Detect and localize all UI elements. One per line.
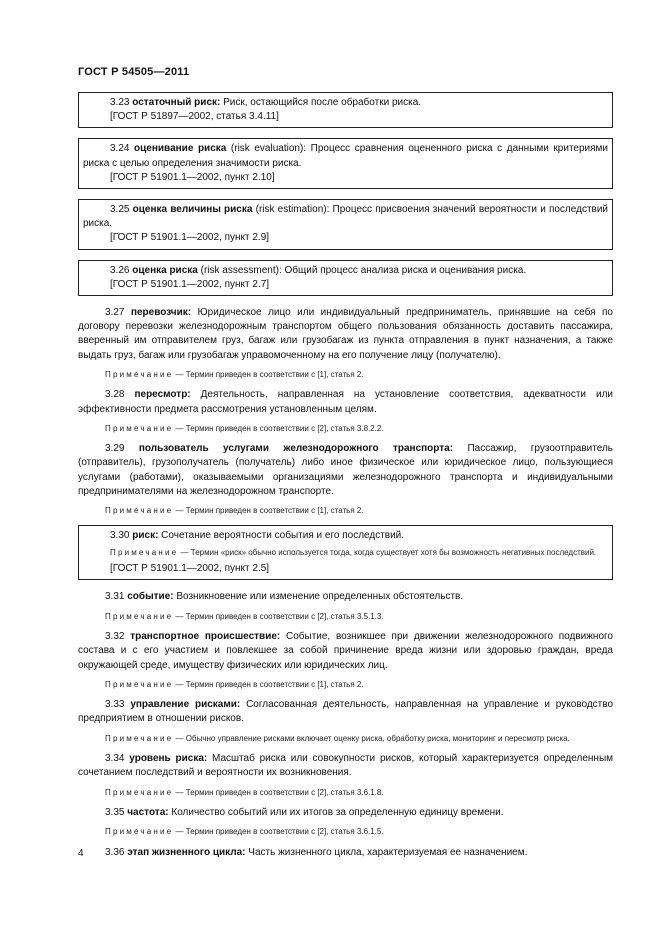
note-label: Примечание: [105, 787, 174, 797]
term-definition: Количество событий или их итогов за определенную единицу времени.: [168, 807, 504, 819]
term-note: Примечание — Термин приведен в соответствии с [2], статья 3.5.1.3.: [105, 611, 384, 621]
term-title: частота:: [127, 807, 169, 819]
term-reference: [ГОСТ Р 51901.1—2002, пункт 2.7]: [110, 278, 270, 290]
term-title: риск:: [132, 529, 159, 541]
term-title: пользователь услугами железнодорожного транспорта:: [138, 443, 454, 455]
term-title: оценивание риска: [134, 143, 227, 155]
term-note: Примечание — Термин «риск» обычно используется тогда, когда существует хотя бы возможность негативных последствий.: [110, 547, 597, 557]
term-box-3-25: [78, 199, 613, 250]
term-definition: Событие, возникшее при движении железнодорожного подвижного состава и с его участием и повлекшее за собой причинение вреда жизни или здоровью граждан, вреда окружающей среде, имуществу физических или юридических лиц.: [78, 631, 613, 671]
term-reference: [ГОСТ Р 51901.1—2002, пункт 2.5]: [110, 563, 270, 575]
term-title: перевозчик:: [130, 307, 192, 319]
term-reference: [ГОСТ Р 51897—2002, статья 3.4.11]: [110, 111, 279, 123]
note-label: Примечание: [110, 547, 179, 557]
note-label: Примечание: [105, 369, 174, 379]
term-number: 3.32: [105, 631, 125, 643]
term-definition: Согласованная деятельность, направленная на управление и руководство предприятием в отношении рисков.: [78, 699, 614, 725]
note-label: Примечание: [105, 423, 174, 433]
note-label: Примечание: [105, 827, 174, 837]
term-3-36: [78, 846, 613, 860]
term-number: 3.29: [105, 443, 125, 455]
term-definition: Масштаб риска или совокупности рисков, который характеризуется определенным сочетанием последствий и вероятности их возникновения.: [78, 753, 614, 779]
term-note: Примечание — Термин приведен в соответствии с [1], статья 2.: [105, 506, 364, 516]
term-number: 3.35: [105, 807, 125, 819]
term-3-28: [78, 388, 613, 434]
term-number: 3.27: [105, 307, 125, 319]
term-title: уровень риска:: [129, 753, 208, 765]
page-number: 4: [78, 848, 84, 859]
term-title: пересмотр:: [134, 389, 191, 401]
term-box-3-26: [78, 260, 613, 296]
term-3-34: [78, 752, 613, 798]
term-definition: (risk evaluation): Процесс сравнения оцененного риска с данными критериями риска с целью определения значимости риска.: [83, 143, 608, 169]
term-3-31: [78, 590, 613, 622]
term-note: Примечание — Термин приведен в соответствии с [2], статья 3.6.1.5.: [105, 827, 384, 837]
page-header: ГОСТ Р 54505—2011: [78, 66, 190, 78]
term-number: 3.25: [110, 204, 130, 216]
term-number: 3.33: [105, 699, 125, 711]
term-box-3-30: [78, 525, 613, 581]
term-reference: [ГОСТ Р 51901.1—2002, пункт 2.10]: [110, 171, 275, 183]
term-3-35: [78, 806, 613, 838]
term-note: Примечание — Обычно управление рисками включает оценку риска, обработку риска, мониторинг и пересмотр риска.: [105, 733, 570, 743]
term-number: 3.24: [110, 143, 130, 155]
term-note: Примечание — Термин приведен в соответствии с [1], статья 2.: [105, 369, 364, 379]
term-number: 3.23: [110, 97, 130, 108]
term-number: 3.28: [105, 389, 125, 401]
term-definition: (risk estimation): Процесс присвоения значений вероятности и последствий риска.: [83, 204, 609, 230]
note-label: Примечание: [105, 506, 174, 516]
document-body: [78, 92, 613, 864]
term-title: событие:: [127, 591, 174, 603]
term-definition: Сочетание вероятности события и его последствий.: [158, 529, 405, 541]
term-box-3-23: [78, 92, 613, 128]
term-title: управление рисками:: [130, 699, 241, 711]
term-3-29: [78, 442, 613, 516]
term-box-3-24: [78, 138, 613, 189]
term-number: 3.34: [105, 753, 125, 765]
term-title: транспортное происшествие:: [130, 631, 281, 643]
term-reference: [ГОСТ Р 51901.1—2002, пункт 2.9]: [110, 232, 270, 244]
term-number: 3.30: [110, 529, 130, 541]
term-note: Примечание — Термин приведен в соответствии с [2], статья 3.8.2.2.: [105, 423, 384, 433]
term-note: Примечание — Термин приведен в соответствии с [2], статья 3.6.1.8.: [105, 787, 384, 797]
term-note: Примечание — Термин приведен в соответствии с [1], статья 2.: [105, 679, 364, 689]
term-3-33: [78, 698, 613, 744]
term-definition: Возникновение или изменение определенных обстоятельств.: [173, 591, 464, 603]
term-title: остаточный риск:: [132, 97, 221, 108]
term-definition: Часть жизненного цикла, характеризуемая ее назначением.: [245, 846, 528, 858]
note-label: Примечание: [105, 611, 174, 621]
term-title: оценка риска: [132, 264, 198, 276]
term-definition: Деятельность, направленная на установление соответствия, адекватности или эффективности предмета рассмотрения установленным целям.: [78, 389, 613, 415]
term-number: 3.31: [105, 591, 125, 603]
term-definition: Пассажир, грузоотправитель (отправитель), грузополучатель (получатель) либо иное физическое или юридическое лицо, пользующиеся услугами (работами), оказываемыми организациями железнодорожного транспорта и индивидуальными предпринимателями на железнодорожном транспорте.: [78, 443, 614, 497]
term-title: оценка величины риска: [132, 204, 253, 216]
term-3-27: [78, 306, 613, 380]
term-definition: Риск, остающийся после обработки риска.: [220, 97, 422, 108]
note-label: Примечание: [105, 679, 174, 689]
term-title: этап жизненного цикла:: [127, 846, 246, 858]
term-definition: Юридическое лицо или индивидуальный предприниматель, принявшие на себя по договору перевозки железнодорожным транспортом общего пользования обязанность доставить пассажира, вверенный им отправителем груз, багаж или грузобагаж из пункта отправления в пункт назначения, а также выдать груз, багаж или грузобагаж управомоченному на его получение лицу (получателю).: [78, 307, 613, 361]
term-number: 3.26: [110, 264, 130, 276]
term-number: 3.36: [105, 846, 125, 858]
term-3-32: [78, 630, 613, 690]
term-definition: (risk assessment): Общий процесс анализа риска и оценивания риска.: [197, 264, 527, 276]
note-label: Примечание: [105, 733, 174, 743]
